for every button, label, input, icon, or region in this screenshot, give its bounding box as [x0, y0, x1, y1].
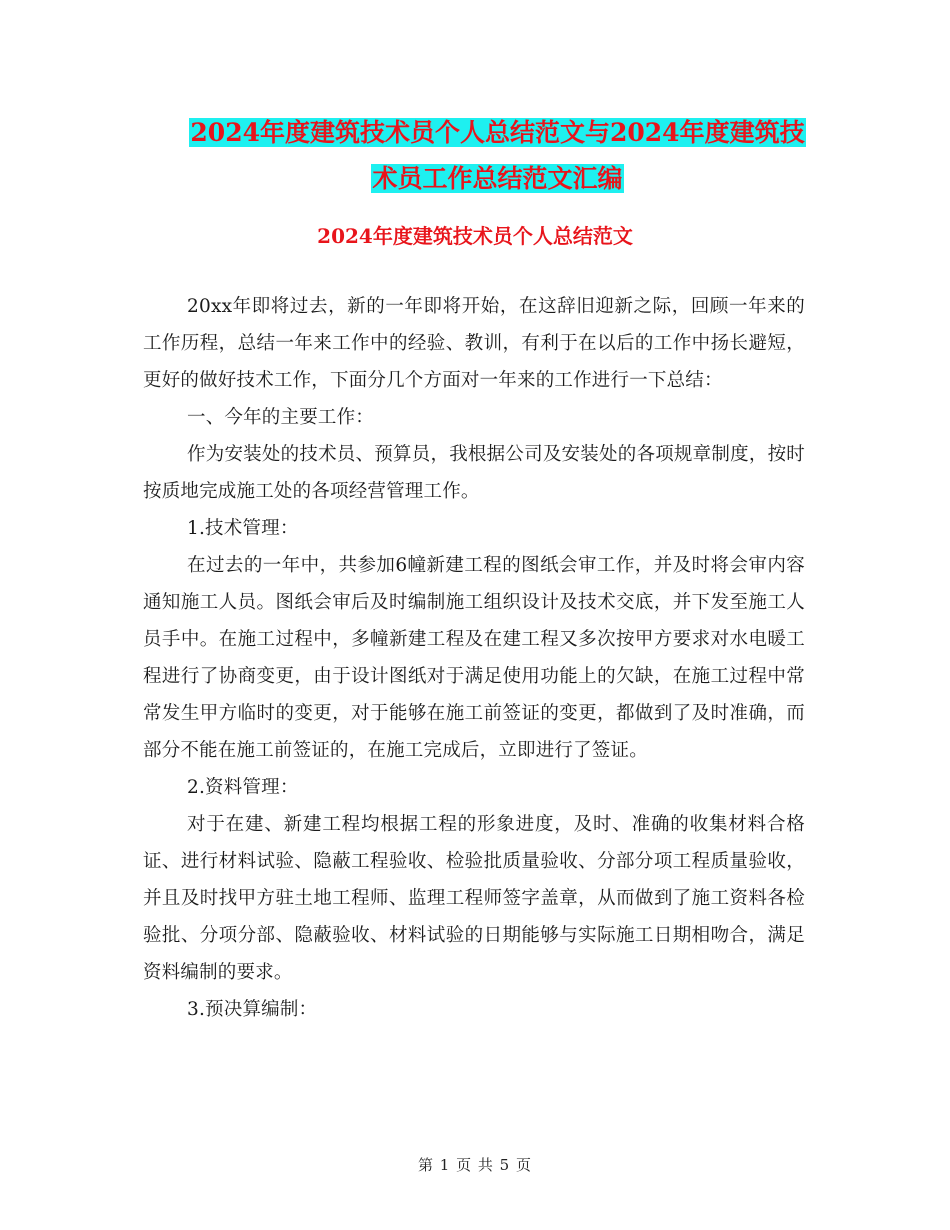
heading-technical-management: 1.技术管理：	[187, 518, 299, 539]
paragraph-document-management: 对于在建、新建工程均根据工程的形象进度，及时、准确的收集材料合格证、进行材料试验、隐蔽工程验收、检验批质量验收、分部分项工程质量验收，并且及时找甲方驻土地工程师、监理工程师签字盖章，从而做到了施工资料各检验批、分项分部、隐蔽验收、材料试验的日期能够与实际施工日期相吻合，满足资料编制的要求。	[143, 814, 805, 983]
heading-main-work: 一、今年的主要工作：	[187, 407, 375, 428]
document-title	[120, 110, 875, 202]
paragraph-technical-management: 在过去的一年中，共参加6幢新建工程的图纸会审工作，并及时将会审内容通知施工人员。图纸会审后及时编制施工组织设计及技术交底，并下发至施工人员手中。在施工过程中，多幢新建工程及在建工程又多次按甲方要求对水电暖工程进行了协商变更，由于设计图纸对于满足使用功能上的欠缺，在施工过程中常常发生甲方临时的变更，对于能够在施工前签证的变更，都做到了及时准确，而部分不能在施工前签证的，在施工完成后，立即进行了签证。	[143, 555, 805, 761]
heading-document-management: 2.资料管理：	[187, 777, 299, 798]
document-title-line-2: 术员工作总结范文汇编	[372, 164, 623, 193]
section-title: 2024年度建筑技术员个人总结范文	[317, 224, 633, 248]
document-title-line-1: 2024年度建筑技术员个人总结范文与2024年度建筑技	[190, 118, 805, 147]
heading-budget: 3.预决算编制：	[187, 999, 318, 1020]
page-footer: 第 1 页 共 5 页	[418, 1156, 532, 1174]
paragraph-intro: 20xx年即将过去，新的一年即将开始，在这辞旧迎新之际，回顾一年来的工作历程，总结一年来工作中的经验、教训，有利于在以后的工作中扬长避短，更好的做好技术工作，下面分几个方面对一年来的工作进行一下总结：	[143, 296, 805, 391]
paragraph-role: 作为安装处的技术员、预算员，我根据公司及安装处的各项规章制度，按时按质地完成施工处的各项经营管理工作。	[143, 444, 805, 502]
document-body	[143, 288, 805, 1028]
